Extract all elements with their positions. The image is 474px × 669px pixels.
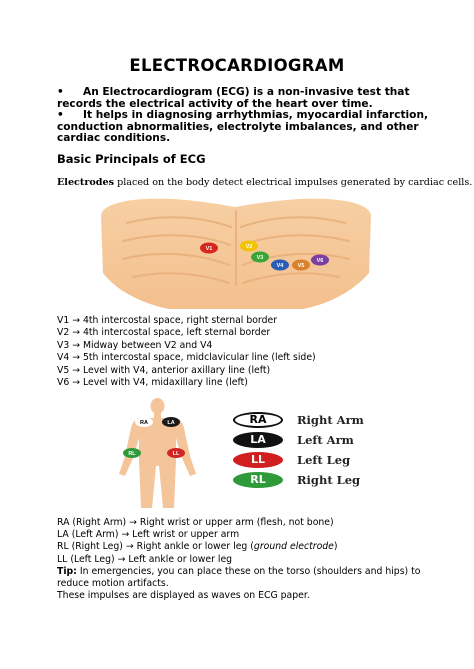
legend-oval-ra: RA [233, 412, 283, 428]
tip-label: Tip: [57, 565, 77, 577]
legend-text-la: Left Arm [297, 433, 354, 447]
list-item: RA (Right Arm) → Right wrist or upper arm (flesh, not bone) [57, 517, 334, 528]
bullet-item [57, 110, 437, 145]
legend-text-ra: Right Arm [297, 413, 364, 427]
legend-text-ll: Left Leg [297, 453, 351, 467]
legend-row-la [233, 432, 383, 450]
list-item: V5 → Level with V4, anterior axillary line (left) [57, 364, 271, 376]
legend-oval-la: LA [233, 432, 283, 448]
list-item: V3 → Midway between V2 and V4 [57, 339, 213, 351]
legend-row-rl [233, 472, 383, 490]
list-item: LA (Left Arm) → Left wrist or upper arm [57, 529, 240, 541]
bullet-text: An Electrocardiogram (ECG) is a non-invasive test that records the electrical activity of the heart over time. [57, 86, 410, 110]
list-item: V6 → Level with V4, midaxillary line (left) [57, 377, 248, 389]
section-heading: Basic Principals of ECG [57, 152, 206, 166]
marker-label-la: LA [167, 420, 175, 426]
marker-label-rl: RL [128, 451, 136, 457]
legend-oval-ll: LL [233, 452, 283, 468]
chest-lead-positions [57, 315, 316, 389]
list-item [57, 541, 452, 553]
legend-oval-rl: RL [233, 472, 283, 488]
legend-text-rl: Right Leg [297, 473, 361, 487]
bullet-item [57, 87, 437, 110]
limb-lead-body-diagram [110, 398, 205, 510]
legend-row-ll [233, 452, 383, 470]
electrodes-desc: placed on the body detect electrical impulses generated by cardiac cells. [114, 177, 473, 188]
list-item: V4 → 5th intercostal space, midclavicular line (left side) [57, 352, 316, 364]
electrode-label-v6: V6 [316, 258, 324, 264]
intro-bullets [57, 87, 437, 145]
marker-label-ra: RA [140, 420, 148, 426]
list-item: V1 → 4th intercostal space, right sternal border [57, 315, 278, 326]
bullet-text: It helps in diagnosing arrhythmias, myocardial infarction, conduction abnormalities, electrolyte imbalances, and other cardiac conditions. [57, 109, 429, 145]
bullet-dot: • [57, 86, 64, 98]
page-title: ELECTROCARDIOGRAM [129, 56, 345, 75]
limb-lead-legend [233, 412, 383, 490]
rl-close: ) [333, 541, 338, 553]
legend-row-ra [233, 412, 383, 430]
waves-line: These impulses are displayed as waves on ECG paper. [57, 590, 310, 602]
list-item: LL (Left Leg) → Left ankle or lower leg [57, 553, 233, 565]
tip-line [57, 566, 452, 590]
list-item: V2 → 4th intercostal space, left sternal border [57, 327, 271, 339]
bullet-dot: • [57, 109, 64, 122]
electrode-label-v2: V2 [245, 244, 253, 250]
chest-electrode-diagram [93, 193, 378, 311]
electrode-label-v5: V5 [297, 263, 305, 269]
electrode-label-v3: V3 [256, 255, 264, 261]
electrode-label-v4: V4 [276, 263, 284, 269]
rl-text: RL (Right Leg) → Right ankle or lower leg ( [57, 541, 254, 553]
electrodes-term: Electrodes [57, 177, 115, 188]
limb-lead-positions [57, 517, 452, 602]
rl-italic: ground electrode [253, 541, 334, 553]
electrodes-intro [57, 177, 472, 188]
electrode-label-v1: V1 [205, 246, 213, 252]
tip-text: In emergencies, you can place these on the torso (shoulders and hips) to reduce motion artifacts. [57, 565, 421, 590]
marker-label-ll: LL [172, 451, 180, 457]
